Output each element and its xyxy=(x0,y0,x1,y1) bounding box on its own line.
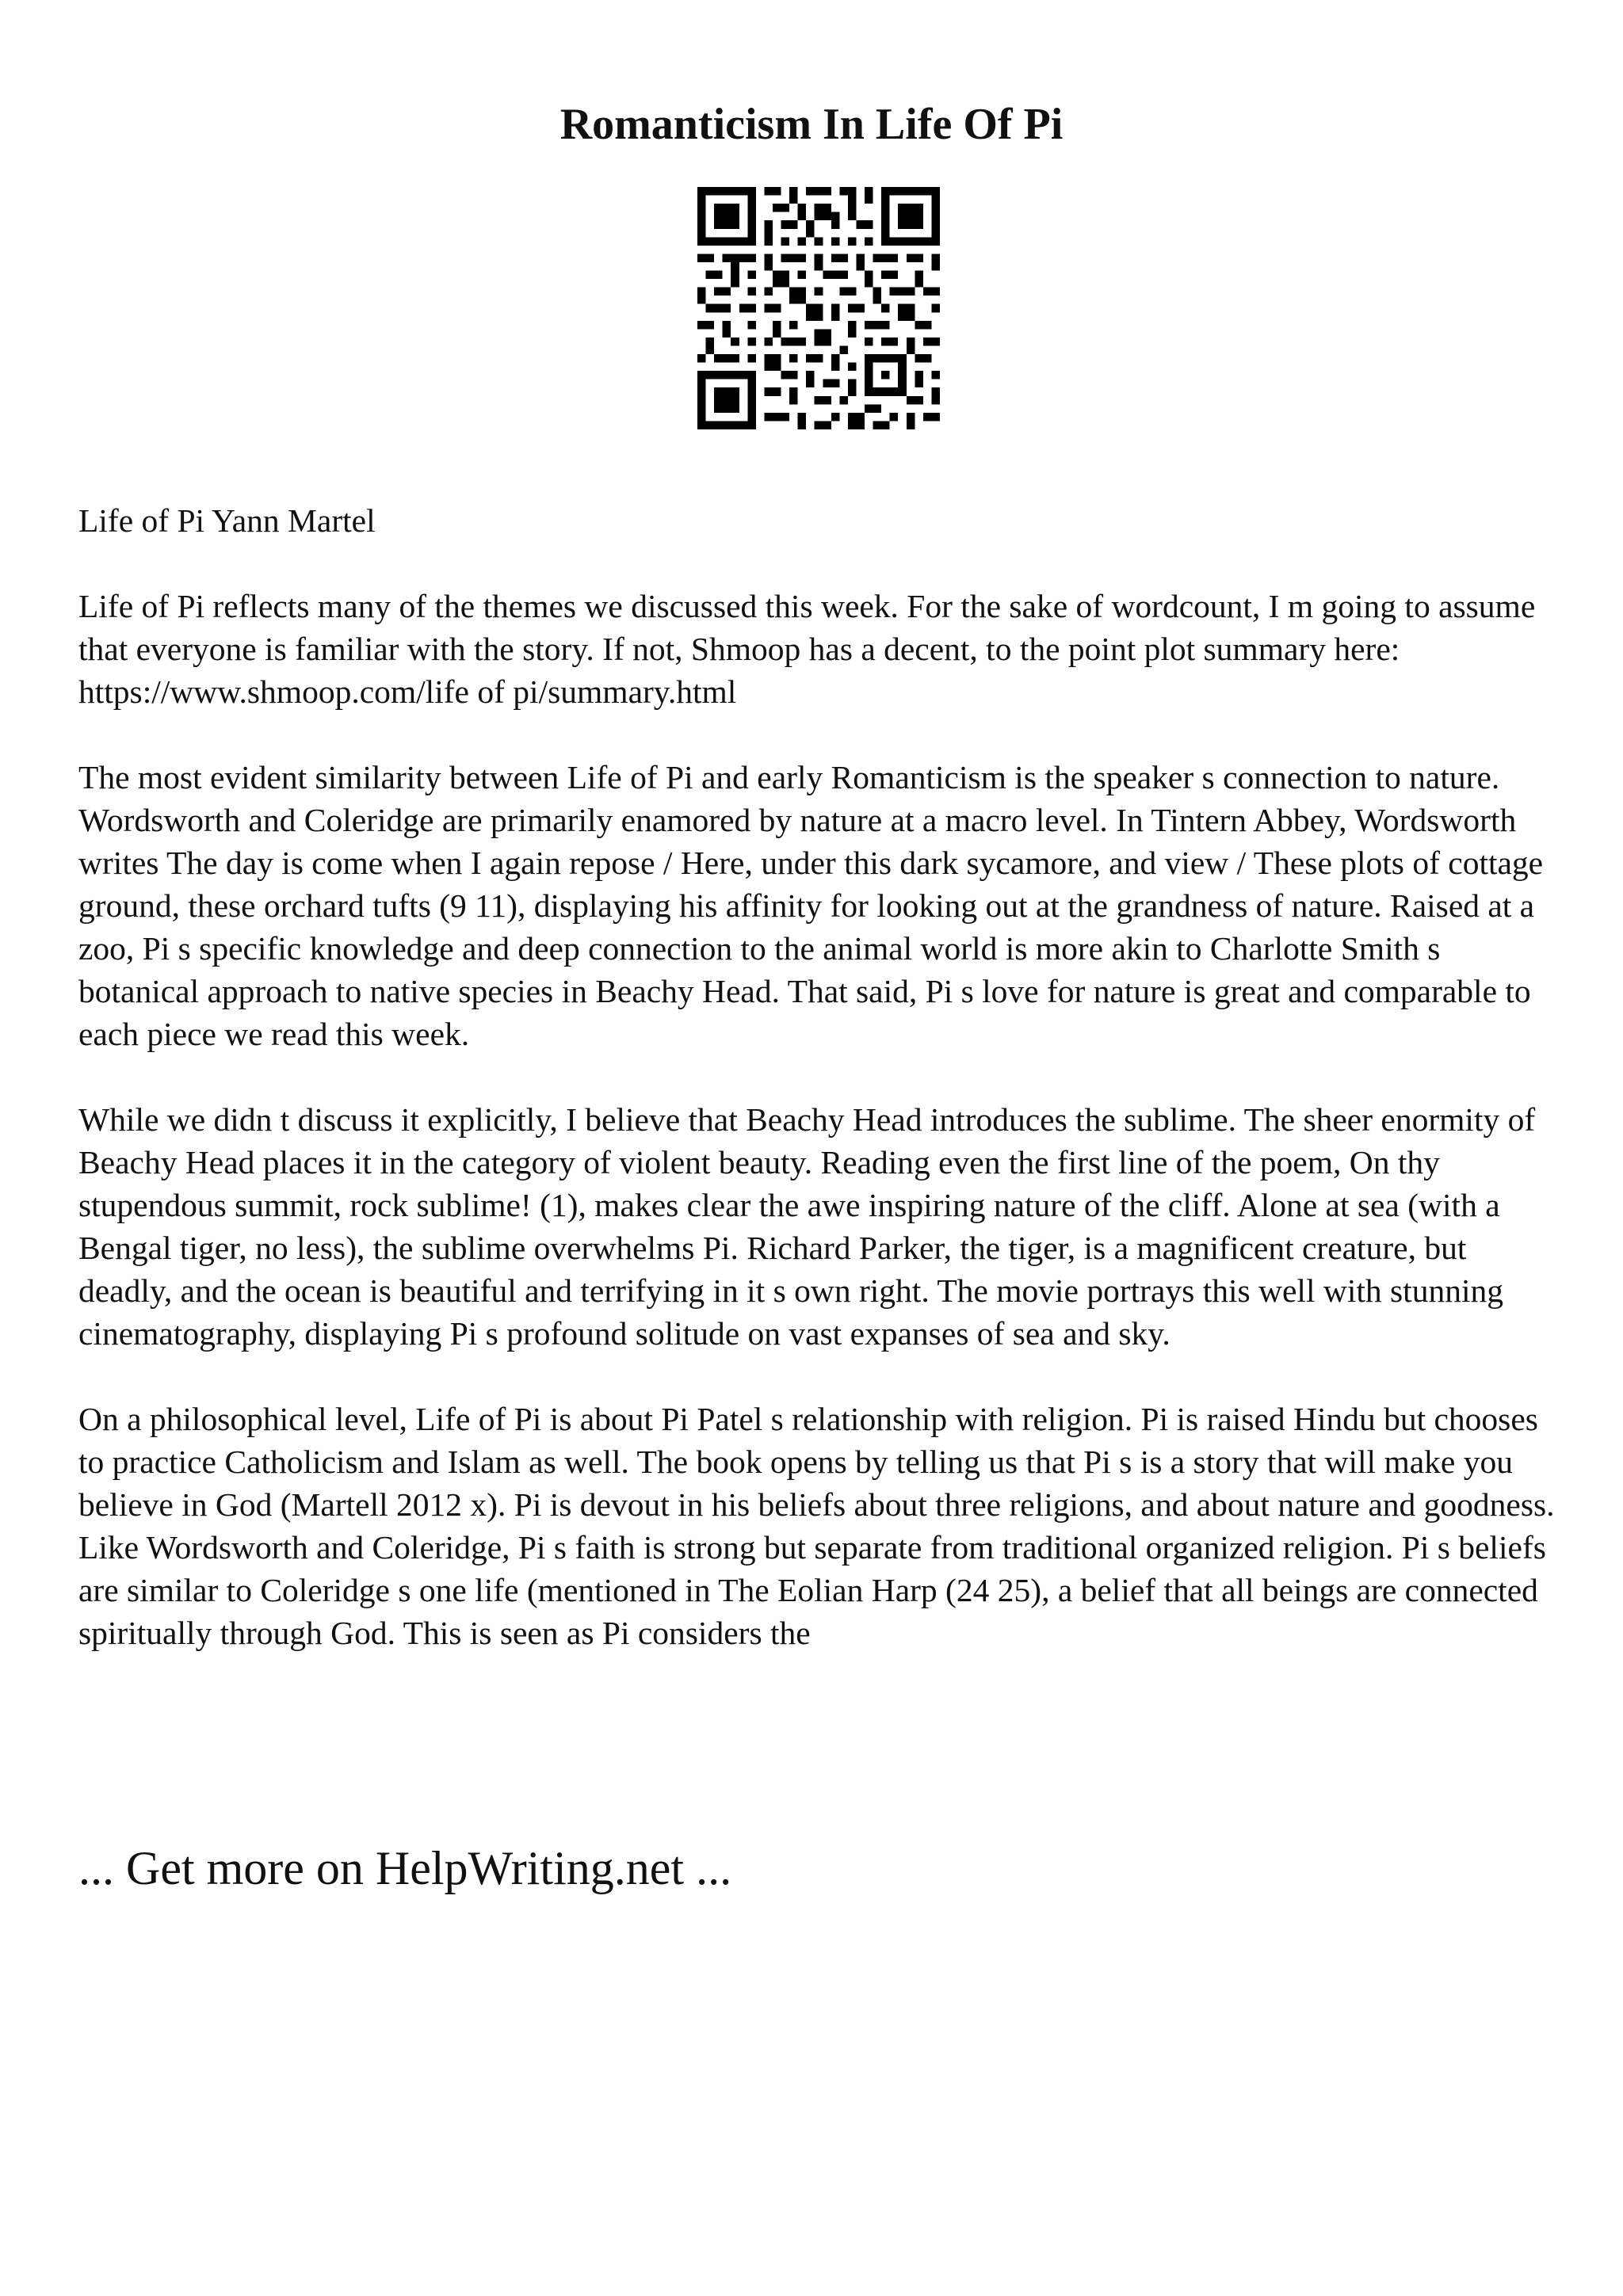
document-body xyxy=(78,499,1560,1697)
page-title: Romanticism In Life Of Pi xyxy=(559,100,1064,149)
get-more-link[interactable]: ... Get more on HelpWriting.net ... xyxy=(78,1842,732,1894)
paragraph-intro: Life of Pi reflects many of the themes we discussed this week. For the sake of wordcount, I m going to assume that everyone is familiar with the story. If not, Shmoop has a decent, to the point plot summary here: https://www.shmoop.com/life of pi/summary.html xyxy=(78,588,1536,710)
paragraph-source: Life of Pi Yann Martel xyxy=(78,502,376,539)
qr-code-graphic xyxy=(697,187,940,429)
paragraph-religion: On a philosophical level, Life of Pi is about Pi Patel s relationship with religion. Pi is raised Hindu but chooses to practice Catholicism and Islam as well. The book opens by telling us that Pi s is a story that will make you believe in God (Martell 2012 x). Pi is devout in his beliefs about three religions, and about nature and goodness. Like Wordsworth and Coleridge, Pi s faith is strong but separate from traditional organized religion. Pi s beliefs are similar to Coleridge s one life (mentioned in The Eolian Harp (24 25), a belief that all beings are connected spiritually through God. This is seen as Pi considers the xyxy=(78,1401,1555,1651)
qr-code-icon xyxy=(697,187,940,429)
paragraph-nature: The most evident similarity between Life of Pi and early Romanticism is the speaker s connection to nature. Wordsworth and Coleridge are primarily enamored by nature at a macro level. In Tintern Abbey, Wordsworth writes The day is come when I again repose / Here, under this dark sycamore, and view / These plots of cottage ground, these orchard tufts (9 11), displaying his affinity for looking out at the grandness of nature. Raised at a zoo, Pi s specific knowledge and deep connection to the animal world is more akin to Charlotte Smith s botanical approach to native species in Beachy Head. That said, Pi s love for nature is great and comparable to each piece we read this week. xyxy=(78,759,1544,1052)
paragraph-sublime: While we didn t discuss it explicitly, I believe that Beachy Head introduces the sublime. The sheer enormity of Beachy Head places it in the category of violent beauty. Reading even the first line of the poem, On thy stupendous summit, rock sublime! (1), makes clear the awe inspiring nature of the cliff. Alone at sea (with a Bengal tiger, no less), the sublime overwhelms Pi. Richard Parker, the tiger, is a magnificent creature, but deadly, and the ocean is beautiful and terrifying in it s own right. The movie portrays this well with stunning cinematography, displaying Pi s profound solitude on vast expanses of sea and sky. xyxy=(78,1101,1536,1352)
